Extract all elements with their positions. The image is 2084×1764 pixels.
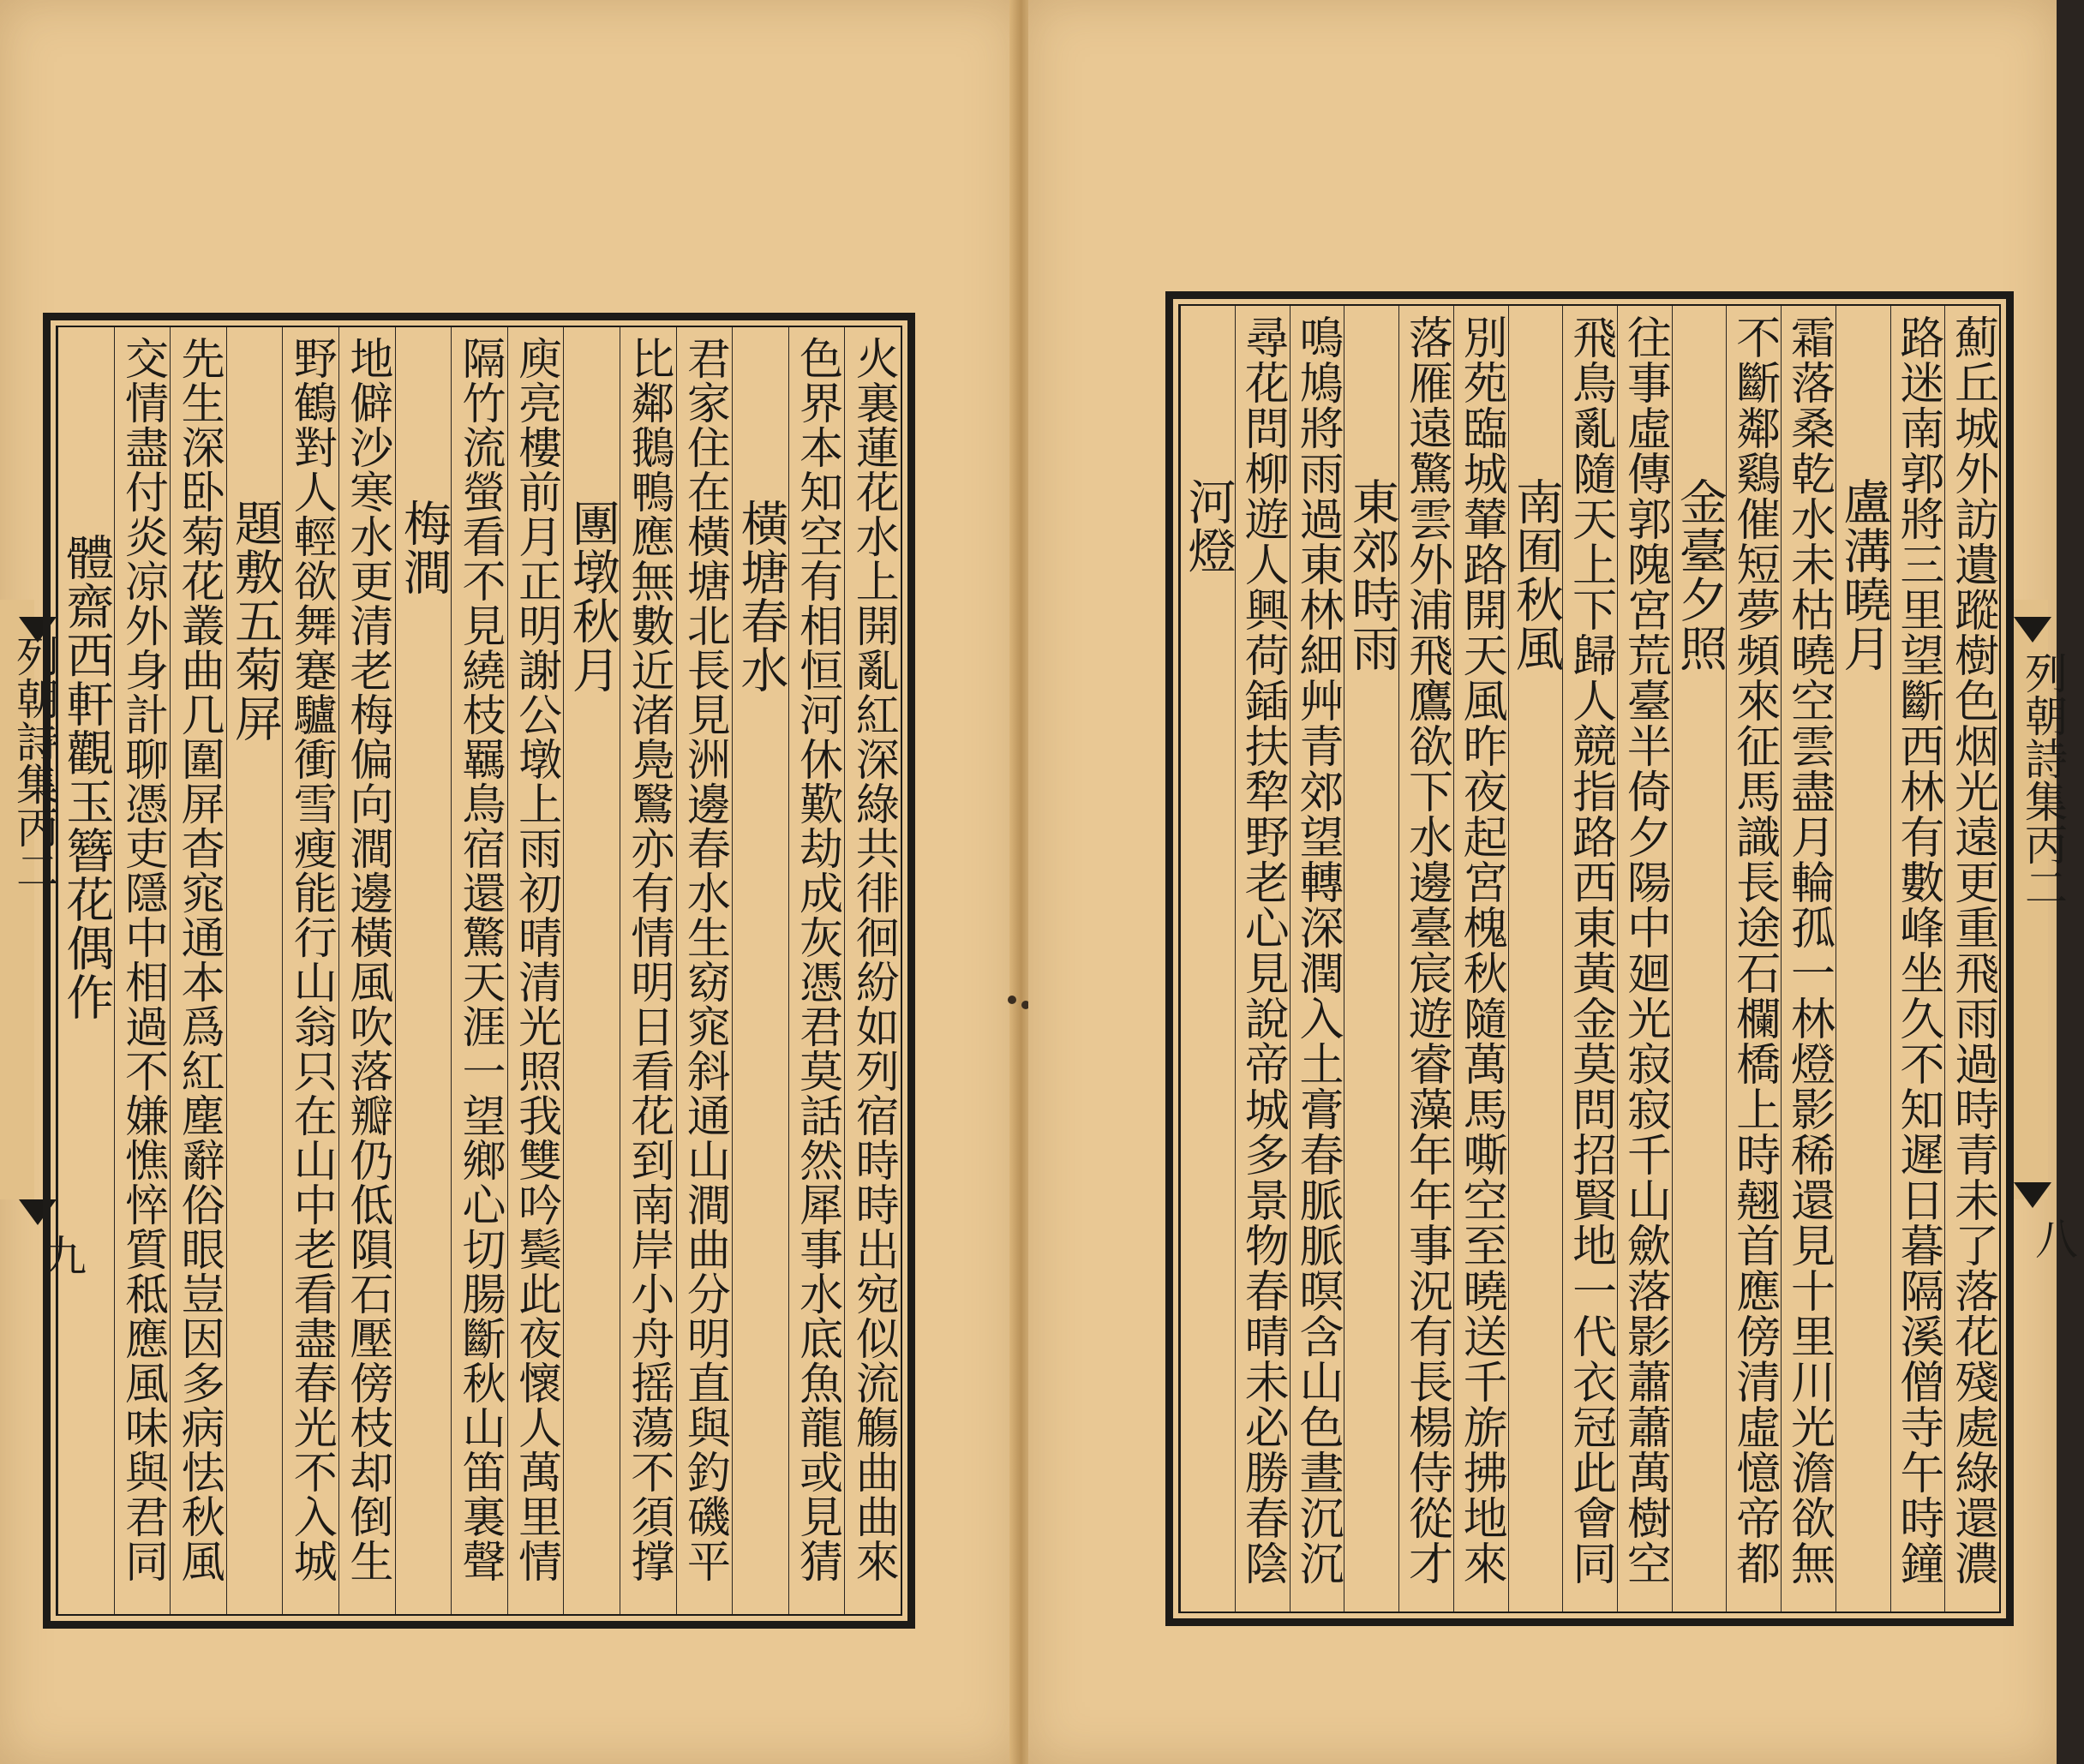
poem-title: 團墩秋月 — [564, 499, 620, 694]
text-column — [1781, 306, 1835, 1612]
right-columns — [1180, 306, 1999, 1612]
right-fish-tail-mark-bottom — [2014, 1182, 2051, 1208]
text-column — [1180, 306, 1235, 1612]
text-column — [1944, 306, 1999, 1612]
text-column — [1672, 306, 1727, 1612]
poem-line: 色界本知空有相恒河休歎劫成灰憑君莫話然犀事水底魚龍或見猜 — [791, 336, 842, 1583]
right-fish-tail-mark-top — [2014, 617, 2051, 643]
left-edge-label: 列朝詩集丙二 — [9, 634, 59, 891]
poem-line: 庾亮樓前月正明謝公墩上雨初晴清光照我雙吟鬓此夜懷人萬里情 — [510, 336, 561, 1583]
poem-line: 往事虛傳郭隗宮荒臺半倚夕陽中廻光寂寂千山歛落影蕭蕭萬樹空 — [1619, 314, 1671, 1586]
poem-line: 君家住在橫塘北長見洲邊春水生窈窕斜通山澗曲分明直與釣磯平 — [679, 336, 730, 1583]
poem-line: 交情盡付炎凉外身計聊憑吏隱中相過不嫌憔悴質秪應風味與君同 — [117, 336, 168, 1583]
poem-line: 火裏蓮花水上開亂紅深綠共徘徊紛如列宿時時出宛似流觴曲曲來 — [847, 336, 899, 1583]
poem-title: 題敷五菊屏 — [227, 499, 284, 743]
left-text-frame — [43, 313, 915, 1629]
poem-line: 先生深卧菊花叢曲几圍屏杳窕通本爲紅塵辭俗眼豈因多病怯秋風 — [173, 336, 225, 1583]
text-column — [1398, 306, 1453, 1612]
left-folio: 九 — [37, 1234, 87, 1277]
poem-line: 薊丘城外訪遺蹤樹色烟光遠更重飛雨過時青未了落花殘處綠還濃 — [1946, 314, 1998, 1586]
poem-line: 隔竹流螢看不見繞枝羈鳥宿還驚天涯一望鄉心切腸斷秋山笛裏聲 — [454, 336, 506, 1583]
text-column — [170, 327, 226, 1614]
poem-line: 路迷南郭將三里望斷西林有數峰坐久不知遲日暮隔溪僧寺午時鐘 — [1891, 314, 1943, 1586]
text-column — [844, 327, 901, 1614]
text-column — [676, 327, 733, 1614]
poem-title: 體齋西軒觀玉簪花偶作 — [58, 533, 115, 1021]
poem-line: 鳴鳩將雨過東林細艸青郊望轉深潤入土膏春脈脈暝含山色晝沉沉 — [1291, 314, 1344, 1586]
binding-hole — [1008, 996, 1016, 1004]
text-column — [1508, 306, 1563, 1612]
poem-title: 東郊時雨 — [1344, 477, 1400, 673]
text-column — [620, 327, 676, 1614]
text-column — [507, 327, 564, 1614]
poem-title: 盧溝曉月 — [1835, 477, 1892, 673]
text-column — [226, 327, 283, 1614]
text-column — [114, 327, 171, 1614]
poem-line: 比鄰鵝鴨應無數近渚鳧鷖亦有情明日看花到南岸小舟摇蕩不須撑 — [622, 336, 674, 1583]
text-column — [1562, 306, 1617, 1612]
right-folio: 八 — [2028, 1217, 2078, 1259]
poem-line: 霜落桑乾水未枯曉空雲盡月輪孤一林燈影稀還見十里川光澹欲無 — [1782, 314, 1835, 1586]
poem-title: 金臺夕照 — [1672, 477, 1728, 673]
text-column — [282, 327, 338, 1614]
right-text-frame — [1165, 291, 2014, 1626]
poem-line: 尋花問柳遊人興荷鍤扶犂野老心見說帝城多景物春晴未必勝春陰 — [1237, 314, 1289, 1586]
poem-line: 不斷鄰鷄催短夢頻來征馬識長途石欄橋上時翹首應傍清虛憶帝都 — [1728, 314, 1780, 1586]
text-column — [1453, 306, 1508, 1612]
text-column — [1344, 306, 1398, 1612]
poem-line: 野鶴對人輕欲舞蹇驢衝雪瘦能行山翁只在山中老看盡春光不入城 — [285, 336, 337, 1583]
left-page — [0, 0, 1018, 1764]
text-column — [395, 327, 452, 1614]
right-page — [1028, 0, 2078, 1764]
text-column — [788, 327, 845, 1614]
text-column — [1290, 306, 1344, 1612]
poem-title: 梅澗 — [395, 499, 452, 596]
text-column — [451, 327, 507, 1614]
poem-title: 橫塘春水 — [733, 499, 789, 694]
text-column — [338, 327, 395, 1614]
text-column — [1617, 306, 1672, 1612]
poem-line: 飛鳥亂隨天上下歸人競指路西東黃金莫問招賢地一代衣冠此會同 — [1564, 314, 1616, 1586]
text-column — [1726, 306, 1781, 1612]
poem-line: 落雁遠驚雲外浦飛鷹欲下水邊臺宸遊睿藻年年事況有長楊侍從才 — [1400, 314, 1452, 1586]
poem-title: 河燈 — [1180, 477, 1237, 575]
left-columns — [57, 327, 901, 1614]
poem-line: 地僻沙寒水更清老梅偏向澗邊橫風吹落瓣仍低隕石壓傍枝却倒生 — [341, 336, 392, 1583]
text-column — [1890, 306, 1945, 1612]
text-column — [57, 327, 114, 1614]
text-column — [732, 327, 788, 1614]
poem-title: 南囿秋風 — [1507, 477, 1564, 673]
poem-line: 別苑臨城輦路開天風昨夜起宮槐秋隨萬馬嘶空至曉送千旂拂地來 — [1455, 314, 1507, 1586]
text-column — [563, 327, 620, 1614]
text-column — [1235, 306, 1290, 1612]
text-column — [1835, 306, 1890, 1612]
right-edge-label: 列朝詩集丙二 — [2018, 651, 2068, 908]
